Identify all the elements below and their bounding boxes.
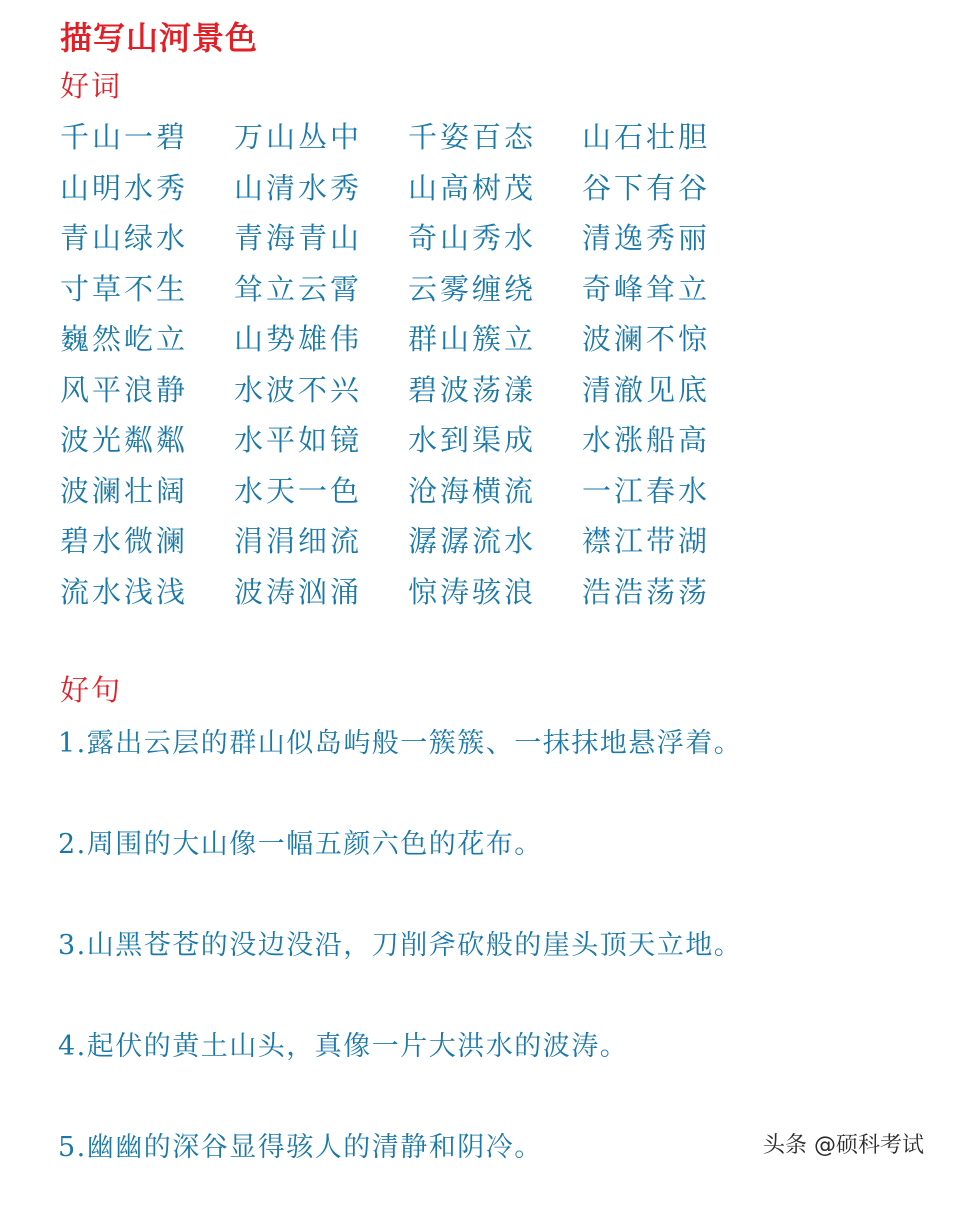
word-item: 潺潺流水 bbox=[408, 524, 537, 558]
sentence-item: 1.露出云层的群山似岛屿般一簇簇、一抹抹地悬浮着。 bbox=[58, 728, 743, 759]
word-item: 水到渠成 bbox=[408, 423, 537, 457]
word-item: 一江春水 bbox=[582, 473, 711, 508]
word-item: 沧海横流 bbox=[408, 473, 537, 508]
page-title: 描写山河景色 bbox=[60, 19, 259, 57]
sentence-item: 5.幽幽的深谷显得骇人的清静和阴冷。 bbox=[58, 1132, 543, 1163]
word-item: 碧水微澜 bbox=[60, 524, 189, 558]
word-item: 奇峰耸立 bbox=[582, 271, 711, 306]
watermark: 头条 @硕科考试 bbox=[763, 1133, 924, 1158]
word-item: 巍然屹立 bbox=[60, 322, 189, 356]
word-item: 风平浪静 bbox=[60, 372, 189, 407]
word-item: 青山绿水 bbox=[60, 221, 189, 255]
sentence-item: 2.周围的大山像一幅五颜六色的花布。 bbox=[58, 829, 543, 860]
word-item: 奇山秀水 bbox=[408, 221, 537, 255]
word-item: 万山丛中 bbox=[234, 120, 363, 154]
word-item: 涓涓细流 bbox=[234, 524, 363, 558]
word-item: 山高树茂 bbox=[408, 170, 537, 205]
sentences-section-label: 好句 bbox=[60, 673, 123, 707]
word-item: 水涨船高 bbox=[582, 423, 711, 457]
word-item: 清逸秀丽 bbox=[582, 221, 711, 255]
word-item: 耸立云霄 bbox=[234, 271, 363, 306]
word-grid bbox=[60, 112, 780, 617]
word-item: 谷下有谷 bbox=[582, 170, 711, 205]
word-item: 山明水秀 bbox=[60, 170, 189, 205]
word-item: 水天一色 bbox=[234, 473, 363, 508]
word-item: 山清水秀 bbox=[234, 170, 363, 205]
word-item: 波澜不惊 bbox=[582, 322, 711, 356]
sentence-item: 3.山黑苍苍的没边没沿，刀削斧砍般的崖头顶天立地。 bbox=[58, 930, 743, 961]
word-item: 碧波荡漾 bbox=[408, 372, 537, 407]
word-item: 水波不兴 bbox=[234, 372, 363, 407]
word-item: 波涛汹涌 bbox=[234, 574, 363, 609]
word-item: 青海青山 bbox=[234, 221, 363, 255]
word-item: 襟江带湖 bbox=[582, 524, 711, 558]
words-section-label: 好词 bbox=[60, 69, 123, 103]
word-item: 波澜壮阔 bbox=[60, 473, 189, 508]
word-item: 惊涛骇浪 bbox=[408, 574, 537, 609]
word-item: 清澈见底 bbox=[582, 372, 711, 407]
word-item: 千姿百态 bbox=[408, 120, 537, 154]
word-item: 山石壮胆 bbox=[582, 120, 711, 154]
word-item: 山势雄伟 bbox=[234, 322, 363, 356]
word-item: 浩浩荡荡 bbox=[582, 574, 711, 609]
word-item: 千山一碧 bbox=[60, 120, 189, 154]
word-item: 水平如镜 bbox=[234, 423, 363, 457]
word-item: 群山簇立 bbox=[408, 322, 537, 356]
word-item: 流水浅浅 bbox=[60, 574, 189, 609]
sentence-item: 4.起伏的黄土山头，真像一片大洪水的波涛。 bbox=[58, 1031, 629, 1062]
word-item: 寸草不生 bbox=[60, 271, 189, 306]
word-item: 云雾缠绕 bbox=[408, 271, 537, 306]
word-item: 波光粼粼 bbox=[60, 423, 189, 457]
